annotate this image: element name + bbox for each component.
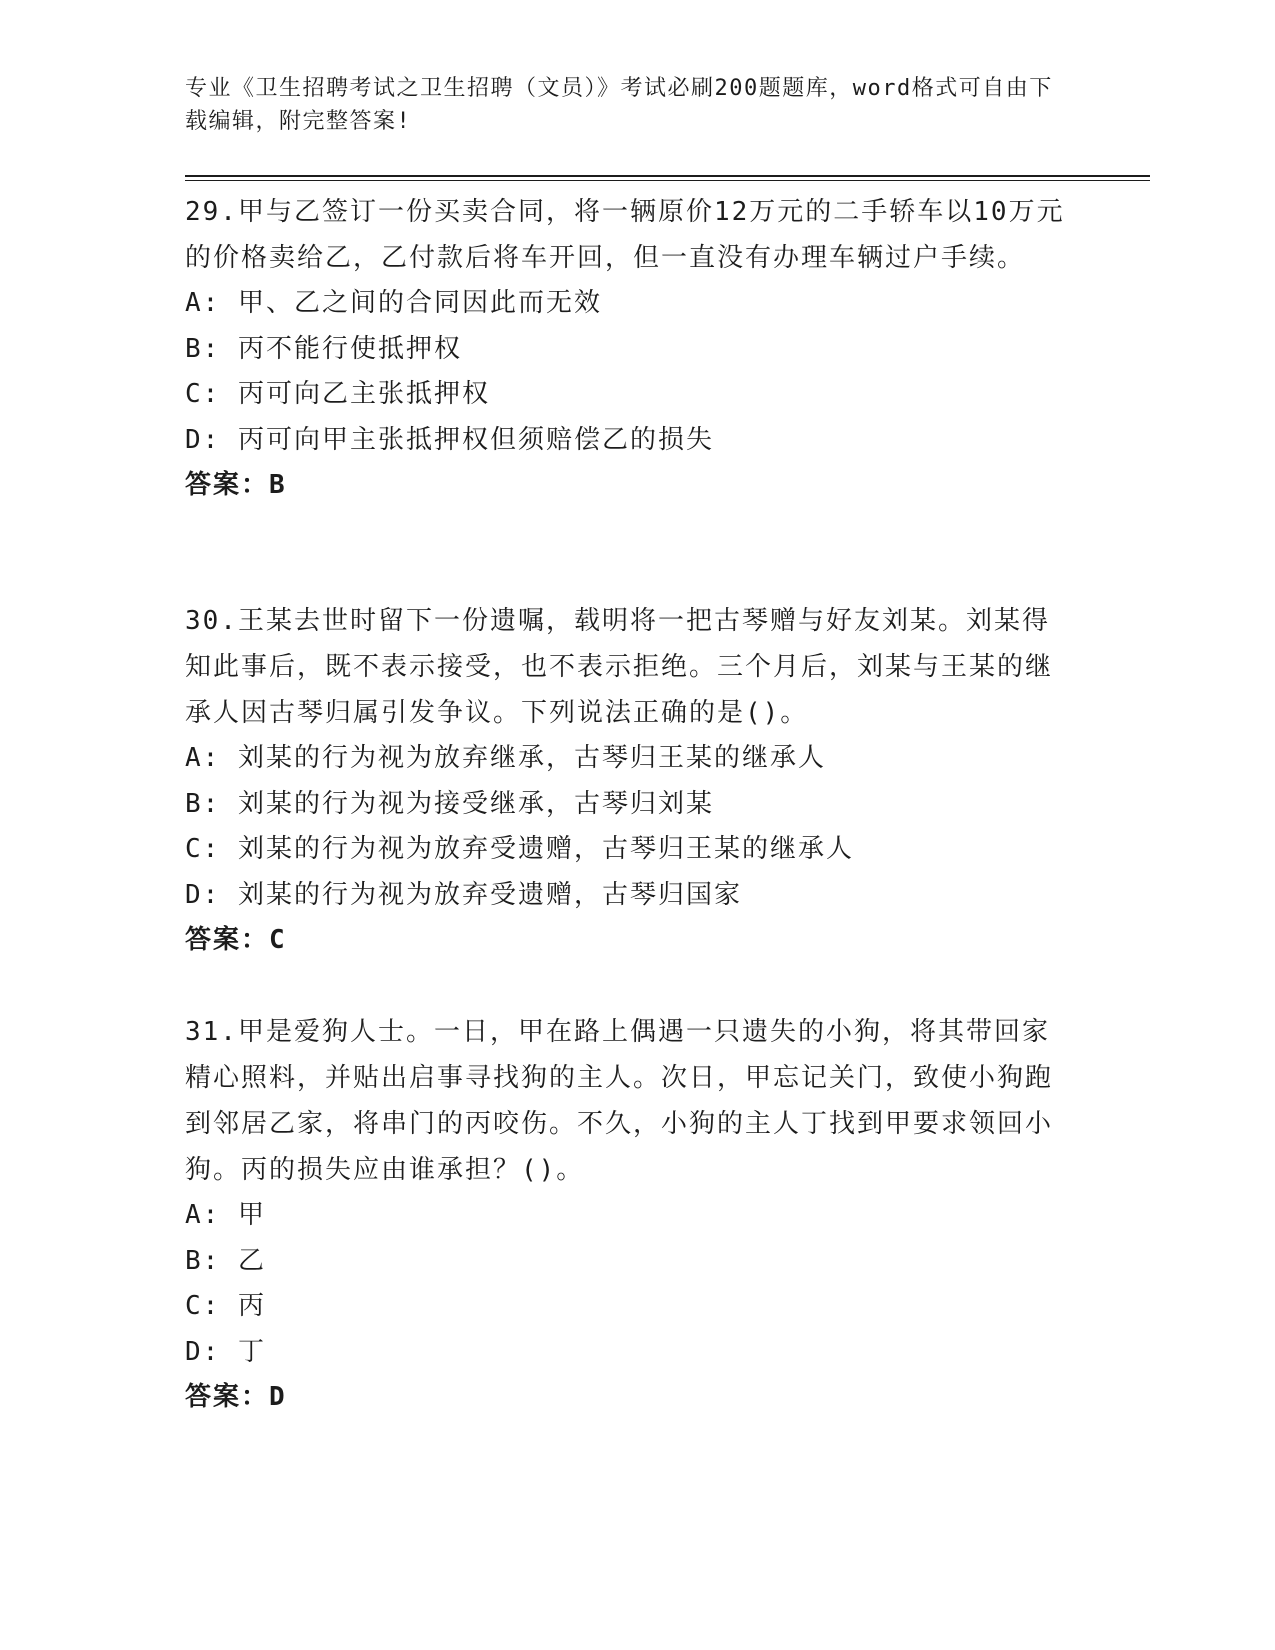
option-a: A: 刘某的行为视为放弃继承，古琴归王某的继承人 <box>185 743 826 773</box>
document-header: 专业《卫生招聘考试之卫生招聘（文员）》考试必刷200题题库，word格式可自由下载编辑，附完整答案! <box>185 76 1053 134</box>
answer-line: 答案：C <box>185 925 287 955</box>
option-c: C: 丙可向乙主张抵押权 <box>185 379 490 409</box>
question-stem: 29.甲与乙签订一份买卖合同，将一辆原价12万元的二手轿车以10万元的价格卖给乙，乙付款后将车开回，但一直没有办理车辆过户手续。 <box>185 197 1065 273</box>
option-d: D: 丁 <box>185 1336 266 1367</box>
answer-line: 答案：D <box>185 1382 287 1412</box>
question-stem: 31.甲是爱狗人士。一日，甲在路上偶遇一只遗失的小狗，将其带回家精心照料，并贴出启事寻找狗的主人。次日，甲忘记关门，致使小狗跑到邻居乙家，将串门的丙咬伤。不久，小狗的主人丁找到甲要求领回小狗。丙的损失应由谁承担？()。 <box>185 1017 1054 1185</box>
option-b: B: 丙不能行使抵押权 <box>185 333 462 364</box>
option-a: A: 甲 <box>185 1200 266 1230</box>
answer-line: 答案：B <box>185 470 287 500</box>
option-d: D: 丙可向甲主张抵押权但须赔偿乙的损失 <box>185 424 714 455</box>
header-divider-thick <box>185 175 1150 177</box>
question-30 <box>185 598 1075 964</box>
option-c: C: 刘某的行为视为放弃受遗赠，古琴归王某的继承人 <box>185 834 854 864</box>
question-29 <box>185 189 1075 509</box>
question-stem: 30.王某去世时留下一份遗嘱，载明将一把古琴赠与好友刘某。刘某得知此事后，既不表示接受，也不表示拒绝。三个月后，刘某与王某的继承人因古琴归属引发争议。下列说法正确的是()。 <box>185 606 1054 728</box>
option-c: C: 丙 <box>185 1291 266 1321</box>
option-d: D: 刘某的行为视为放弃受遗赠，古琴归国家 <box>185 879 742 910</box>
option-a: A: 甲、乙之间的合同因此而无效 <box>185 288 602 318</box>
option-b: B: 刘某的行为视为接受继承，古琴归刘某 <box>185 788 714 819</box>
option-b: B: 乙 <box>185 1245 266 1276</box>
question-31 <box>185 1009 1075 1421</box>
header-divider-thin <box>185 180 1150 181</box>
